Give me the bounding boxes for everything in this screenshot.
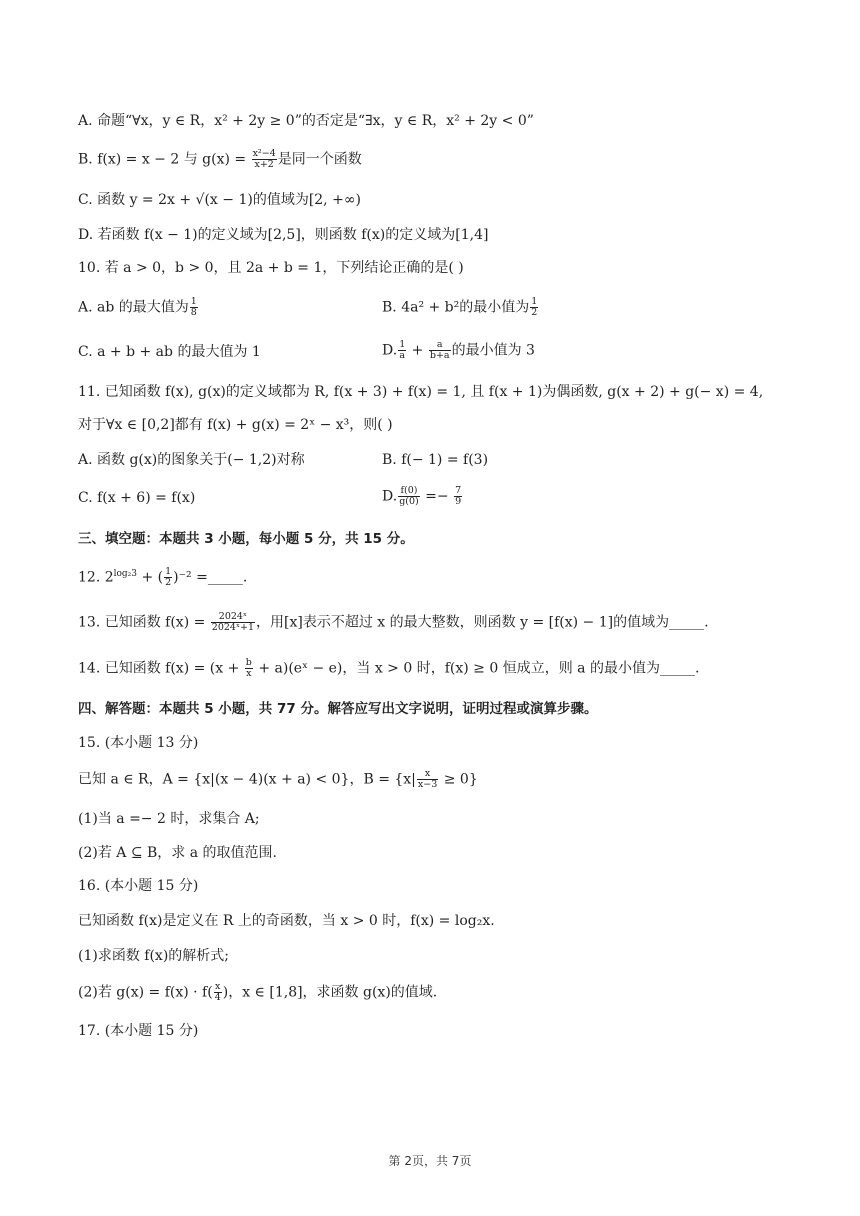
fraction-numerator: 1 <box>165 566 172 577</box>
q16-part-2-prefix: (2)若 g(x) = f(x) · f( <box>78 984 213 1001</box>
q11-stem-line-2 <box>78 415 393 435</box>
q16-part-2-suffix: )，x ∈ [1,8]，求函数 g(x)的值域. <box>222 984 438 1001</box>
q12-mid: + ( <box>137 569 164 586</box>
q15-given <box>78 769 478 790</box>
q14 <box>78 658 699 679</box>
q14-fraction <box>245 658 253 679</box>
fraction-denominator: 2024ˣ+1 <box>211 622 255 633</box>
q16-part-1-text: (1)求函数 f(x)的解析式; <box>78 948 229 964</box>
q10-option-c-text: C. a + b + ab 的最大值为 1 <box>78 344 261 360</box>
q15-given-prefix: 已知 a ∈ R，A = {x|(x − 4)(x + a) < 0}，B = {x| <box>78 771 416 788</box>
q11-stem-line-1-text: 11. 已知函数 f(x), g(x)的定义域都为 R, f(x + 3) + f(x) = 1, 且 f(x + 1)为偶函数, g(x + 2) + g(− x) = 4, <box>78 384 764 400</box>
q9-option-b-prefix: B. f(x) = x − 2 与 g(x) = <box>78 151 251 168</box>
q9-option-c-text: C. 函数 y = 2x + √(x − 1)的值域为[2, +∞) <box>78 192 361 208</box>
q11-option-c-text: C. f(x + 6) = f(x) <box>78 490 196 506</box>
fraction-denominator: 8 <box>190 307 197 318</box>
q15-heading-text: 15. (本小题 13 分) <box>78 735 199 751</box>
q9-option-d-text: D. 若函数 f(x − 1)的定义域为[2,5]，则函数 f(x)的定义域为[1,4] <box>78 227 489 243</box>
fraction-numerator: 1 <box>399 339 406 350</box>
q12-suffix: )⁻² =_____. <box>173 569 248 586</box>
fraction-denominator: 2 <box>165 577 172 588</box>
q11-option-d-fraction-2 <box>454 486 462 507</box>
q10-option-d-fraction-2 <box>429 340 451 361</box>
q11-option-d-fraction-1 <box>398 486 420 507</box>
fraction-denominator: a <box>399 350 406 361</box>
fraction-denominator: x <box>246 668 252 679</box>
q13-suffix: ，用[x]表示不超过 x 的最大整数，则函数 y = [f(x) − 1]的值域为_____. <box>256 614 709 631</box>
fraction-numerator: 1 <box>190 296 197 307</box>
q10-option-c <box>78 342 261 362</box>
q11-stem-line-2-text: 对于∀x ∈ [0,2]都有 f(x) + g(x) = 2ˣ − x³，则( ) <box>78 417 393 433</box>
page-footer <box>0 1152 860 1169</box>
q11-option-c <box>78 488 195 508</box>
q15-part-1 <box>78 809 260 829</box>
q10-option-d <box>382 340 535 361</box>
q9-option-b-fraction <box>252 149 277 170</box>
q15-given-fraction <box>417 769 438 790</box>
q17-heading <box>78 1021 198 1041</box>
fraction-numerator: 7 <box>455 485 462 496</box>
equals-negative: =− <box>420 488 454 505</box>
q9-option-a <box>78 111 534 131</box>
q15-given-suffix: ≥ 0} <box>439 771 478 788</box>
q10-stem <box>78 258 464 278</box>
q16-part-2 <box>78 982 437 1003</box>
fraction-numerator: x <box>424 768 431 779</box>
fraction-denominator: 9 <box>455 496 462 507</box>
fraction-numerator: 2024ˣ <box>218 611 247 622</box>
q9-option-b-suffix: 是同一个函数 <box>277 151 362 168</box>
q15-part-1-text: (1)当 a =− 2 时，求集合 A; <box>78 811 260 827</box>
q11-option-d <box>382 486 463 507</box>
q16-part-1 <box>78 946 229 966</box>
q13-prefix: 13. 已知函数 f(x) = <box>78 614 210 631</box>
q13-fraction <box>211 612 255 633</box>
q11-option-d-prefix: D. <box>382 488 398 505</box>
q12-prefix: 12. 2 <box>78 569 114 586</box>
q16-given <box>78 911 495 931</box>
section-fill-in-heading-text: 三、填空题：本题共 3 小题，每小题 5 分，共 15 分。 <box>78 531 414 547</box>
q10-option-a <box>78 297 199 318</box>
q10-option-b-fraction <box>530 297 538 318</box>
fraction-denominator: 2 <box>531 307 538 318</box>
q10-option-b <box>382 297 539 318</box>
fraction-denominator: b+a <box>429 350 450 361</box>
q10-option-d-fraction-1 <box>398 340 406 361</box>
fraction-denominator: g(0) <box>399 496 419 507</box>
q9-option-b <box>78 149 362 170</box>
q15-part-2-text: (2)若 A ⊆ B，求 a 的取值范围. <box>78 845 278 861</box>
fraction-numerator: 1 <box>531 296 538 307</box>
q9-option-a-text: A. 命题“∀x，y ∈ R，x² + 2y ≥ 0”的否定是“∃x，y ∈ R，x² + 2y < 0” <box>78 113 534 129</box>
q11-option-a <box>78 450 305 470</box>
q16-heading-text: 16. (本小题 15 分) <box>78 878 199 894</box>
q9-option-d <box>78 225 488 245</box>
q16-part-2-fraction <box>214 982 222 1003</box>
q15-part-2 <box>78 843 277 863</box>
fraction-denominator: 4 <box>214 992 221 1003</box>
q11-option-b <box>382 450 488 470</box>
q10-option-a-fraction <box>190 297 198 318</box>
fraction-numerator: f(0) <box>400 485 418 496</box>
section-fill-in-heading <box>78 529 414 549</box>
fraction-numerator: x²−4 <box>252 148 276 159</box>
q10-option-d-suffix: 的最小值为 3 <box>451 342 535 359</box>
q11-stem-line-1 <box>78 382 763 402</box>
fraction-numerator: x <box>215 981 221 992</box>
q13 <box>78 612 709 633</box>
q12-fraction <box>164 567 172 588</box>
fraction-numerator: b <box>245 657 252 668</box>
q10-option-b-prefix: B. 4a² + b²的最小值为 <box>382 299 530 316</box>
q14-suffix: + a)(eˣ − e)，当 x > 0 时，f(x) ≥ 0 恒成立，则 a 的最小值为_____. <box>253 660 700 677</box>
q12-exponent: log₂3 <box>113 568 138 579</box>
q9-option-c <box>78 190 361 210</box>
q10-stem-text: 10. 若 a > 0，b > 0，且 2a + b = 1，下列结论正确的是( ) <box>78 260 464 276</box>
q16-given-text: 已知函数 f(x)是定义在 R 上的奇函数，当 x > 0 时，f(x) = log₂x. <box>78 913 495 929</box>
q10-option-d-prefix: D. <box>382 342 398 359</box>
q10-option-a-prefix: A. ab 的最大值为 <box>78 299 189 316</box>
plus-sign: + <box>407 342 428 359</box>
section-answer-heading <box>78 699 597 719</box>
q17-heading-text: 17. (本小题 15 分) <box>78 1023 199 1039</box>
q14-prefix: 14. 已知函数 f(x) = (x + <box>78 660 244 677</box>
q12 <box>78 567 247 588</box>
section-answer-heading-text: 四、解答题：本题共 5 小题，共 77 分。解答应写出文字说明，证明过程或演算步骤。 <box>78 701 598 717</box>
fraction-denominator: x+2 <box>252 159 277 170</box>
q11-option-a-text: A. 函数 g(x)的图象关于(− 1,2)对称 <box>78 452 305 468</box>
fraction-denominator: x−3 <box>417 779 438 790</box>
q11-option-b-text: B. f(− 1) = f(3) <box>382 452 489 468</box>
q15-heading <box>78 733 198 753</box>
q16-heading <box>78 876 198 896</box>
page-number: 第 2页，共 7页 <box>388 1154 472 1168</box>
fraction-numerator: a <box>436 339 443 350</box>
